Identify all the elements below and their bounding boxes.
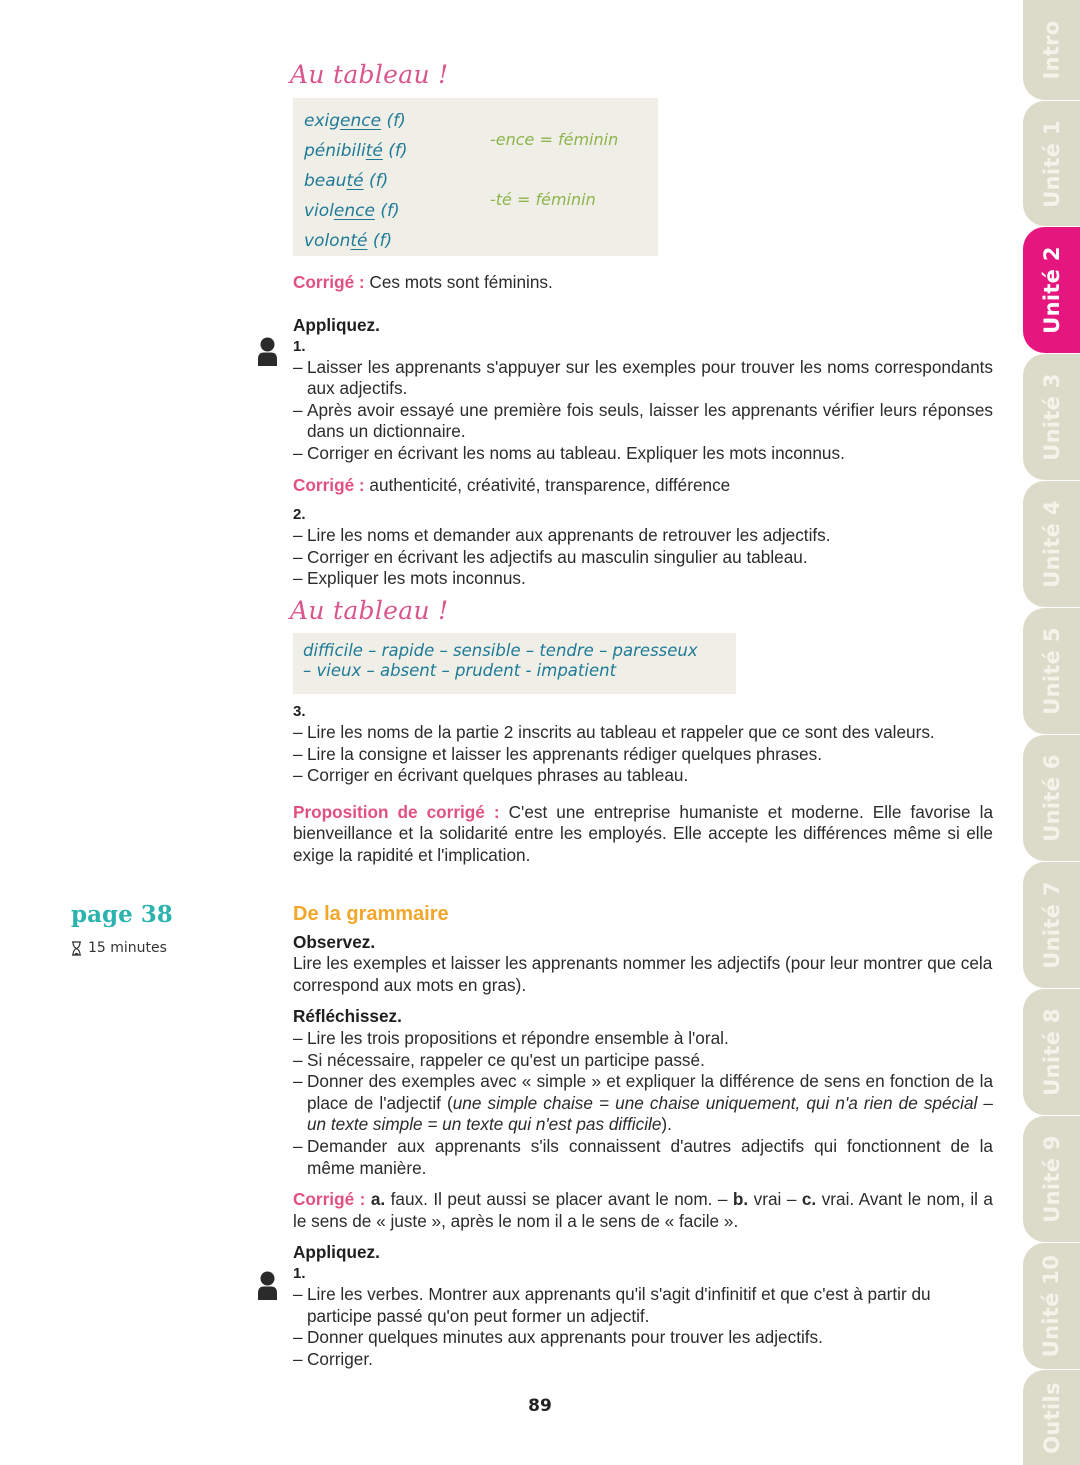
board-word: exigence (f) (304, 111, 406, 131)
instruction-list: – Lire les verbes. Montrer aux apprenants qu'il s'agit d'infinitif et que c'est à partir du participe passé qu'on peut former un adjectif. – Donner quelques minutes aux apprenants pour trouver les adjectifs. – Corriger. (293, 1284, 993, 1370)
tab-unite-4[interactable]: Unité 4 (1023, 481, 1080, 607)
page-reference: page 38 (71, 901, 173, 928)
page-number: 89 (528, 1396, 552, 1416)
hourglass-icon (71, 941, 82, 956)
tab-unite-2[interactable]: Unité 2 (1023, 227, 1080, 353)
tab-intro[interactable]: Intro (1023, 0, 1080, 100)
tab-unite-6[interactable]: Unité 6 (1023, 735, 1080, 861)
instruction-list: – Lire les noms de la partie 2 inscrits au tableau et rappeler que ce sont des valeurs. – Lire la consigne et laisser les apprenants rédiger quelques phrases. – Corriger en écrivant quelques phrases au tableau. (293, 722, 993, 787)
board-box (293, 98, 658, 256)
board-word: violence (f) (304, 201, 400, 221)
instruction-list: – Lire les trois propositions et répondre ensemble à l'oral. – Si nécessaire, rappeler ce qu'est un participe passé. – Donner des exemples avec « simple » et expliquer la différence de sens en fonction de la place de l'adjectif (une simple chaise = une chaise uniquement, qui n'a rien de spécial – un texte simple = un texte qui n'est pas difficile). – Demander aux apprenants s'ils connaissent d'autres adjectifs qui fonctionnent de la même manière. (293, 1028, 993, 1179)
duration: 15 minutes (71, 940, 167, 956)
tab-outils[interactable]: Outils (1023, 1370, 1080, 1465)
board-word: beauté (f) (304, 171, 389, 191)
corrige-block: Corrigé : authenticité, créativité, transparence, différence (293, 474, 731, 495)
adjective-list: difficile – rapide – sensible – tendre – paresseux – vieux – absent – prudent - impatient (303, 641, 698, 680)
board-title: Au tableau ! (290, 596, 449, 625)
appliquez-section: Appliquez. 1. – Laisser les apprenants s'appuyer sur les exemples pour trouver les noms correspondants aux adjectifs. – Après avoir essayé une première fois seuls, laisser les apprenants vérifier leurs réponses dans un dictionnaire. – Corriger en écrivant les noms au tableau. Expliquer les mots inconnus. Corrigé : authenticité, créativité, transparence, différence 2. – Lire les noms et demander aux apprenants de retrouver les adjectifs. – Corriger en écrivant les adjectifs au masculin singulier au tableau. – Expliquer les mots inconnus. (293, 315, 993, 590)
individual-work-icon (257, 337, 278, 367)
board-note-ence: -ence = féminin (490, 130, 619, 149)
corrige-block: Corrigé : a. faux. Il peut aussi se placer avant le nom. – b. vrai – c. vrai. Avant le nom, il a le sens de « juste », après le nom il a le sens de « facile ». (293, 1189, 993, 1231)
tab-unite-10[interactable]: Unité 10 (1023, 1243, 1080, 1369)
board-word: pénibilité (f) (304, 141, 408, 161)
instruction-list: – Laisser les apprenants s'appuyer sur les exemples pour trouver les noms correspondants aux adjectifs. – Après avoir essayé une première fois seuls, laisser les apprenants vérifier leurs réponses dans un dictionnaire. – Corriger en écrivant les noms au tableau. Expliquer les mots inconnus. (293, 357, 993, 465)
board-word-list (304, 106, 408, 256)
unit-tabs (1023, 0, 1080, 1465)
tab-unite-9[interactable]: Unité 9 (1023, 1116, 1080, 1242)
item-3: 3. – Lire les noms de la partie 2 inscrits au tableau et rappeler que ce sont des valeurs. – Lire la consigne et laisser les apprenants rédiger quelques phrases. – Corriger en écrivant quelques phrases au tableau. Proposition de corrigé : C'est une entreprise humaniste et moderne. Elle favorise la bienveillance et la solidarité entre les employés. Elle accepte les différences même si elle exige la rapidité et l'implication. (293, 702, 993, 867)
corrige-block: Corrigé : Ces mots sont féminins. (293, 272, 553, 292)
tab-unite-5[interactable]: Unité 5 (1023, 608, 1080, 734)
grammaire-section: De la grammaire Observez. Lire les exemples et laisser les apprenants nommer les adjectifs (pour leur montrer que cela correspond aux mots en gras). Réfléchissez. – Lire les trois propositions et répondre ensemble à l'oral. – Si nécessaire, rappeler ce qu'est un participe passé. – Donner des exemples avec « simple » et expliquer la différence de sens en fonction de la place de l'adjectif (une simple chaise = une chaise uniquement, qui n'a rien de spécial – un texte simple = un texte qui n'est pas difficile). – Demander aux apprenants s'ils connaissent d'autres adjectifs qui fonctionnent de la même manière. Corrigé : a. faux. Il peut aussi se placer avant le nom. – b. vrai – c. vrai. Avant le nom, il a le sens de « juste », après le nom il a le sens de « facile ». Appliquez. 1. – Lire les verbes. Montrer aux apprenants qu'il s'agit d'infinitif et que c'est à partir du participe passé qu'on peut former un adjectif. – Donner quelques minutes aux apprenants pour trouver les adjectifs. – Corriger. (293, 904, 993, 1370)
tab-unite-1[interactable]: Unité 1 (1023, 101, 1080, 226)
tab-unite-7[interactable]: Unité 7 (1023, 862, 1080, 988)
section-title: De la grammaire (293, 903, 449, 925)
board-title: Au tableau ! (290, 60, 449, 89)
instruction-list: – Lire les noms et demander aux apprenants de retrouver les adjectifs. – Corriger en écrivant les adjectifs au masculin singulier au tableau. – Expliquer les mots inconnus. (293, 525, 993, 590)
board-word: volonté (f) (304, 231, 393, 251)
tab-unite-3[interactable]: Unité 3 (1023, 354, 1080, 480)
tab-unite-8[interactable]: Unité 8 (1023, 989, 1080, 1115)
board-note-te: -té = féminin (490, 190, 596, 209)
board-box (293, 633, 736, 694)
proposition-corrige: Proposition de corrigé : C'est une entreprise humaniste et moderne. Elle favorise la bienveillance et la solidarité entre les employés. Elle accepte les différences même si elle exige la rapidité et l'implication. (293, 801, 994, 865)
individual-work-icon (257, 1271, 278, 1301)
